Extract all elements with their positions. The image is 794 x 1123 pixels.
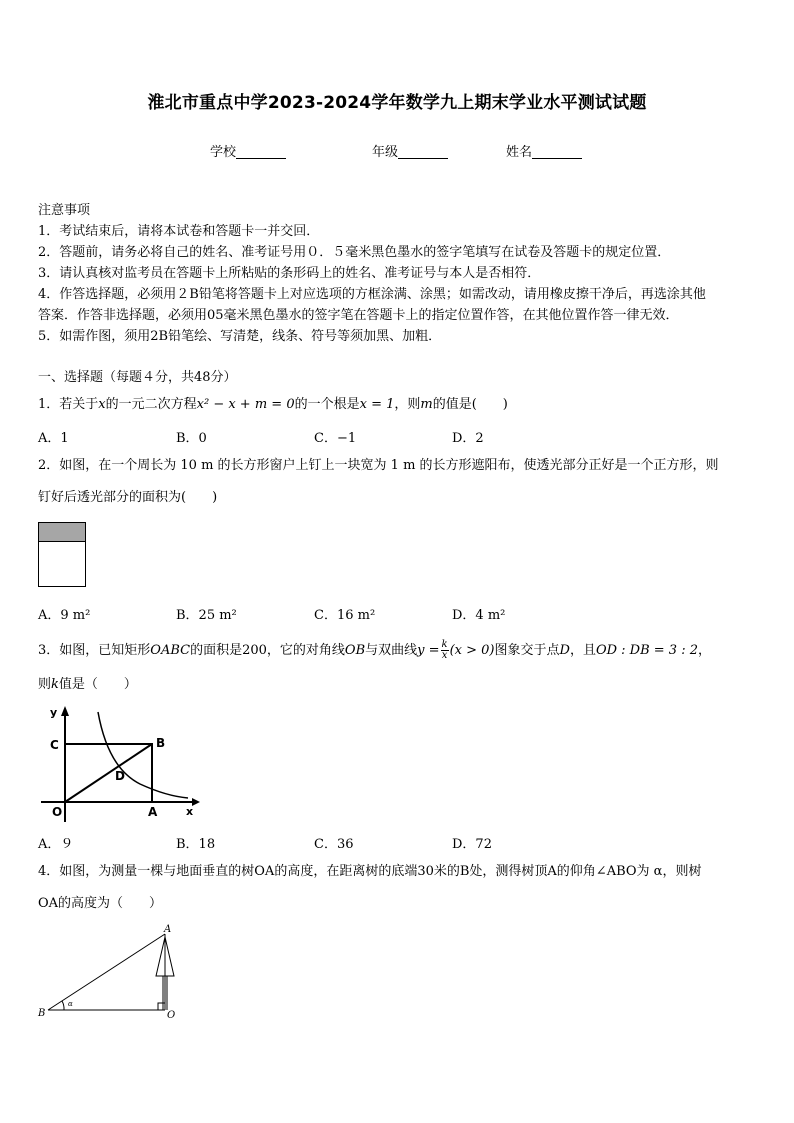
notice-item-3: 3．请认真核对监考员在答题卡上所粘贴的条形码上的姓名、准考证号与本人是否相符． [38,266,541,281]
label-a: A [164,924,172,935]
school-label: 学校 [210,145,237,160]
question-3-line-2: 则k值是（ ） [38,677,137,692]
grade-label: 年级 [372,145,399,160]
notice-item-2: 2．答题前，请务必将自己的姓名、准考证号用０．５毫米黑色墨水的签字笔填写在试卷及答题卡的规定位置． [38,245,671,260]
name-field[interactable] [506,141,582,160]
label-b: B [38,1008,46,1019]
right-angle-mark [158,1003,165,1010]
q3-option-b: B．18 [176,837,216,852]
label-d: D [115,769,125,783]
question-2-line-1: 2．如图，在一个周长为 10 m 的长方形窗户上钉上一块宽为 1 m 的长方形遮阳布，使透光部分正好是一个正方形，则 [38,458,719,473]
notice-item-1: 1．考试结束后，请将本试卷和答题卡一并交回． [38,224,320,239]
q3-option-c: C．36 [314,837,354,852]
angle-arc [62,1001,64,1010]
notice-item-4: 4．作答选择题，必须用２B铅笔将答题卡上对应选项的方框涂满、涂黑；如需改动，请用橡皮擦干净后，再选涂其他 [38,287,706,302]
q2-option-a: A．9 m² [38,608,91,623]
x-axis-arrow-icon [192,798,200,806]
label-a: A [148,805,158,819]
rectangle-hyperbola-figure [36,702,206,822]
question-2-line-2: 钉好后透光部分的面积为( ) [38,490,218,505]
window-figure [38,522,86,587]
label-o: O [167,1010,176,1021]
tree-triangle-figure [34,920,194,1024]
label-y: y [50,706,58,719]
school-field[interactable] [210,141,286,160]
y-axis-arrow-icon [61,706,69,716]
question-3-line-1: 3．如图，已知矩形OABC的面积是200，它的对角线OB与双曲线y = $\frac{k}{x}$ (x > 0)图象交于点D，且OD : DB = 3 : 2， [38,639,712,661]
question-1: 1．若关于x的一元二次方程x² − x + m = 0的一个根是x = 1，则m的值是( ) [38,397,508,412]
label-c: C [50,738,59,752]
notice-item-5: 5．如需作图，须用2B铅笔绘、写清楚，线条、符号等须加黑、加粗． [38,329,442,344]
sight-line-ab [48,934,165,1010]
q3-option-d: D．72 [452,837,492,852]
diagonal-ob [65,744,152,802]
q3-option-a: A．９ [38,837,74,852]
q1-option-a: A．1 [38,431,69,446]
q1-option-c: C．−1 [314,431,357,446]
section-heading: 一、选择题（每题４分，共48分） [38,370,237,385]
label-alpha: α [68,1000,73,1008]
name-label: 姓名 [506,145,533,160]
label-x: x [186,805,194,818]
page-title: 淮北市重点中学2023-2024学年数学九上期末学业水平测试试题 [147,93,647,113]
q2-option-d: D．4 m² [452,608,506,623]
question-4-line-1: 4．如图，为测量一棵与地面垂直的树OA的高度，在距离树的底端30米的B处，测得树顶A的仰角∠ABO为 α，则树 [38,864,702,879]
q1-option-b: B．0 [176,431,207,446]
q2-option-b: B．25 m² [176,608,237,623]
hyperbola-curve [98,712,188,798]
q2-option-c: C．16 m² [314,608,376,623]
q1-option-d: D．2 [452,431,484,446]
shade-cloth [39,523,85,542]
label-b: B [156,736,166,750]
label-o: O [52,805,63,819]
question-4-line-2: OA的高度为（ ） [38,896,163,911]
notice-item-4-cont: 答案．作答非选择题，必须用05毫米黑色墨水的签字笔在答题卡上的指定位置作答，在其他位置作答一律无效． [38,308,679,323]
notice-heading: 注意事项 [38,203,91,218]
grade-field[interactable] [372,141,448,160]
